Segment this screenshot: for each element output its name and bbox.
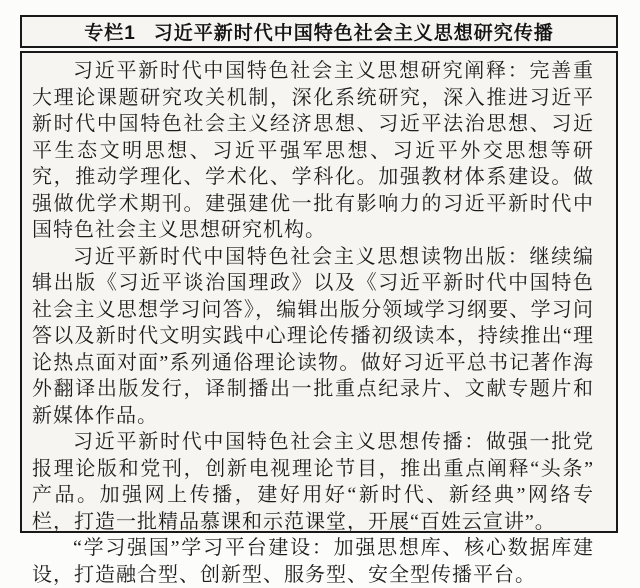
paragraph-dissemination: 习近平新时代中国特色社会主义思想传播：做强一批党报理论版和党刊，创新电视理论节目，推出重点阐释“头条”产品。加强网上传播，建好用好“新时代、新经典”网络专栏，打造一批精品慕课和示范课堂，开展“百姓云宣讲”。	[32, 431, 594, 533]
column-label: 专栏1	[84, 23, 136, 44]
column-title-box	[20, 15, 618, 48]
paragraph-publications: 习近平新时代中国特色社会主义思想读物出版：继续编辑出版《习近平谈治国理政》以及《习近平新时代中国特色社会主义思想学习问答》，编辑出版分领域学习纲要、学习问答以及新时代文明实践中心理论传播初级读本，持续推出“理论热点面对面”系列通俗理论读物。做好习近平总书记著作海外翻译出版发行，译制播出一批重点纪录片、文献专题片和新媒体作品。	[32, 245, 594, 427]
column-body-box	[20, 51, 618, 586]
paragraph-research-interpretation: 习近平新时代中国特色社会主义思想研究阐释：完善重大理论课题研究攻关机制，深化系统研究，深入推进习近平新时代中国特色社会主义经济思想、习近平法治思想、习近平生态文明思想、习近平强军思想、习近平外交思想等研究，推动学理化、学术化、学科化。加强教材体系建设。做强做优学术期刊。建强建优一批有影响力的习近平新时代中国特色社会主义思想研究机构。	[32, 60, 594, 241]
column-title: 习近平新时代中国特色社会主义思想研究传播	[153, 23, 554, 44]
column-panel	[20, 15, 618, 586]
paragraph-xuexi-qiangguo-platform: “学习强国”学习平台建设：加强思想库、核心数据库建设，打造融合型、创新型、服务型、安全型传播平台。	[32, 537, 594, 586]
